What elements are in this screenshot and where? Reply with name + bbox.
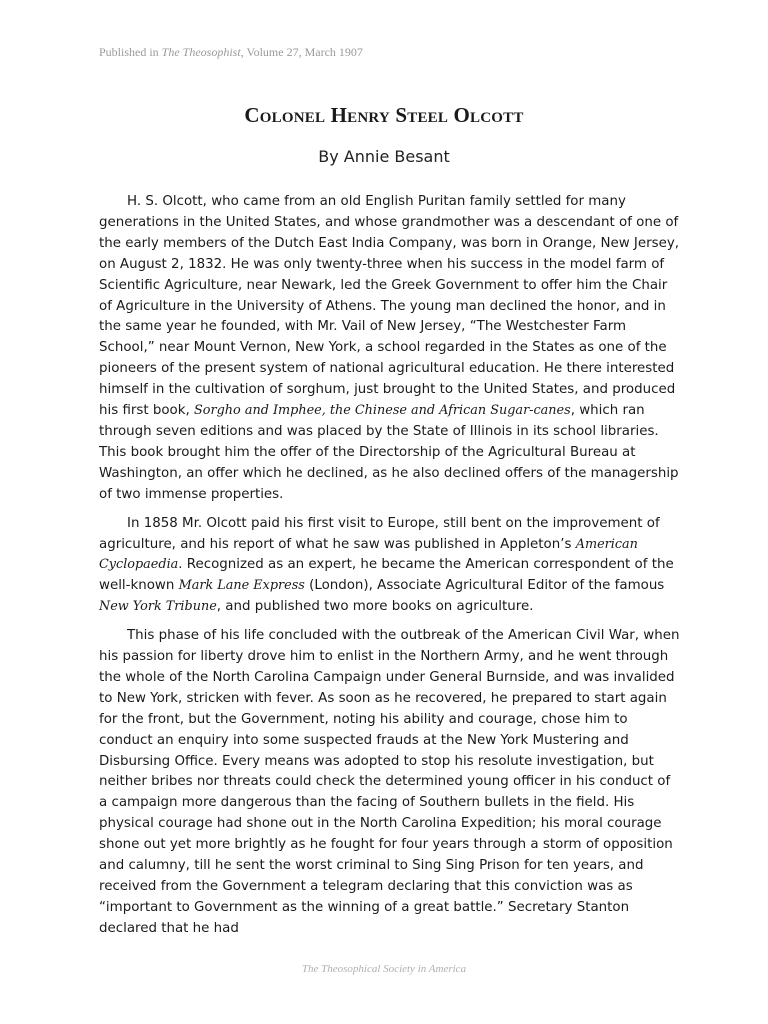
publication-prefix: Published in: [99, 45, 162, 59]
paragraph-1: [99, 192, 682, 506]
paragraph-2-text-1: In 1858 Mr. Olcott paid his first visit to Europe, still bent on the improvement of agriculture, and his report of what he saw was published in Appleton’s: [99, 515, 660, 552]
publication-note: [99, 45, 363, 60]
paragraph-3: [99, 626, 682, 940]
title-mark-lane-express: Mark Lane Express: [178, 578, 305, 594]
paragraph-2-text-3: (London), Associate Agricultural Editor of the famous: [304, 578, 665, 594]
title-new-york-tribune: New York Tribune: [99, 599, 217, 615]
paragraph-1-text-2: , which ran through seven editions and was placed by the State of Illinois in its school libraries. This book brought him the offer of the Directorship of the Agricultural Bureau at Washington, an offer which he declined, as he also declined offers of the managership of two immense properties.: [99, 403, 679, 502]
page-footer: The Theosophical Society in America: [301, 963, 467, 975]
article-byline: By Annie Besant: [318, 147, 450, 166]
article-title: Colonel Henry Steel Olcott: [244, 103, 524, 127]
article-body: [99, 192, 682, 948]
paragraph-1-text-1: H. S. Olcott, who came from an old English Puritan family settled for many generations in the United States, and whose grandmother was a descendant of one of the early members of the Dutch East India Company, was born in Orange, New Jersey, on August 2, 1832. He was only twenty-three when his success in the model farm of Scientific Agriculture, near Newark, led the Greek Government to offer him the Chair of Agriculture in the University of Athens. The young man declined the honor, and in the same year he founded, with Mr. Vail of New Jersey, “The Westchester Farm School,” near Mount Vernon, New York, a school regarded in the States as one of the pioneers of the present system of national agricultural education. He there interested himself in the cultivation of sorghum, just brought to the United States, and produced his first book,: [99, 194, 680, 419]
journal-name: The Theosophist: [161, 45, 241, 59]
paragraph-2: [99, 514, 682, 619]
book-title-sorgho: Sorgho and Imphee, the Chinese and African Sugar-canes: [194, 403, 571, 419]
title-american-cyclopaedia: American Cyclopaedia: [99, 536, 638, 573]
paragraph-3-text-1: This phase of his life concluded with the outbreak of the American Civil War, when his passion for liberty drove him to enlist in the Northern Army, and he went through the whole of the North Carolina Campaign under General Burnside, and was invalided to New York, stricken with fever. As soon as he recovered, he prepared to start again for the front, but the Government, noting his ability and courage, chose him to conduct an enquiry into some suspected frauds at the New York Mustering and Disbursing Office. Every means was adopted to stop his resolute investigation, but neither bribes nor threats could check the determined young officer in his conduct of a campaign more dangerous than the facing of Southern bullets in the field. His physical courage had shone out in the North Carolina Expedition; his moral courage shone out yet more brightly as he fought for four years through a storm of opposition and calumny, till he sent the worst criminal to Sing Sing Prison for ten years, and received from the Government a telegram declaring that this conviction was as “important to Government as the winning of a great battle.” Secretary Stanton declared that he had: [99, 628, 680, 936]
publication-suffix: , Volume 27, March 1907: [240, 45, 363, 59]
paragraph-2-text-2: . Recognized as an expert, he became the American correspondent of the well-known: [99, 557, 674, 594]
paragraph-2-text-4: , and published two more books on agriculture.: [216, 599, 534, 615]
